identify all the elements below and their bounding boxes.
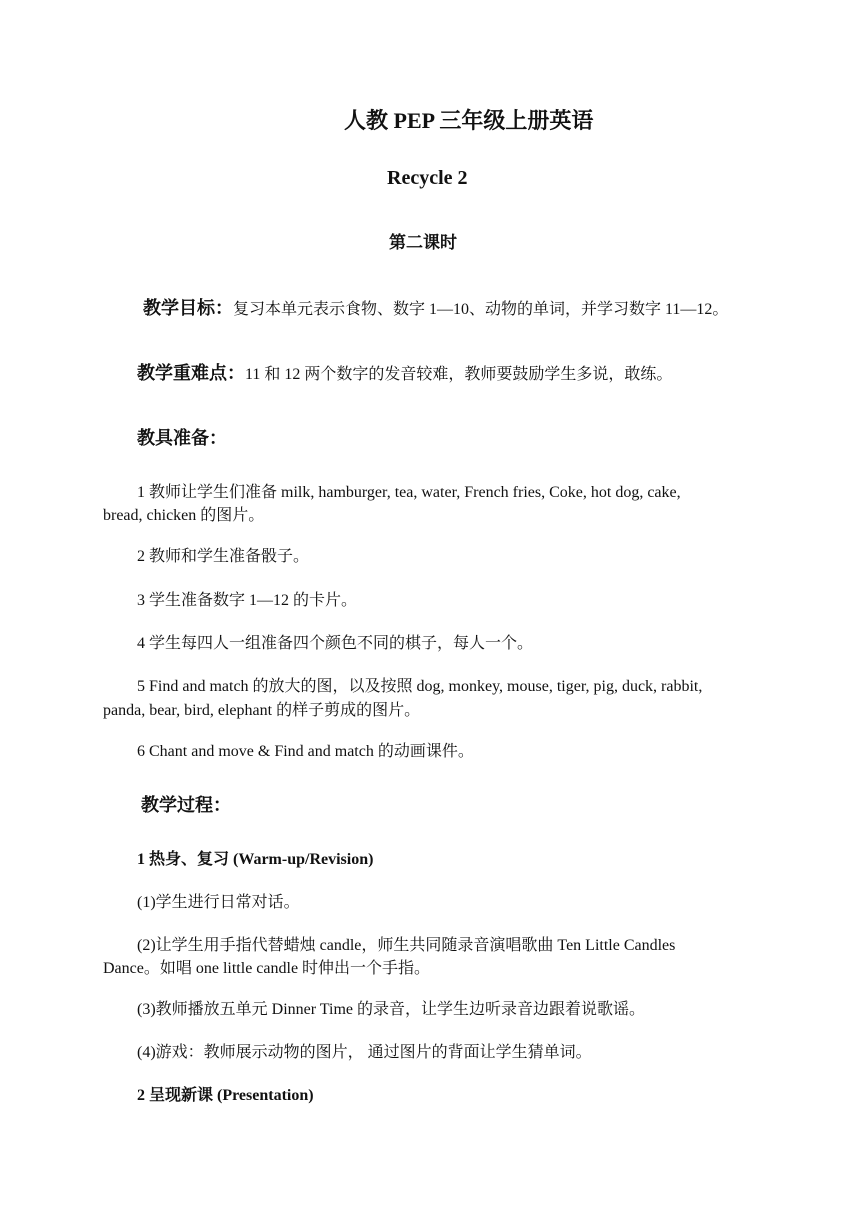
- process-heading: 教学过程：: [141, 795, 231, 815]
- process-step: (2)让学生用手指代替蜡烛 candle，师生共同随录音演唱歌曲 Ten Little Candles: [137, 937, 676, 954]
- lesson-title: 第二课时: [389, 233, 457, 252]
- difficulties-paragraph: [137, 362, 672, 386]
- preparation-item-continued: bread, chicken 的图片。: [103, 507, 265, 524]
- objectives-text: 复习本单元表示食物、数字 1—10、动物的单词，并学习数字 11—12。: [233, 301, 729, 318]
- preparation-item: 2 教师和学生准备骰子。: [137, 548, 310, 565]
- preparation-item: 4 学生每四人一组准备四个颜色不同的棋子，每人一个。: [137, 635, 534, 652]
- process-step: (1)学生进行日常对话。: [137, 894, 300, 911]
- process-step: (4)游戏：教师展示动物的图片， 通过图片的背面让学生猜单词。: [137, 1044, 592, 1061]
- preparation-item: 6 Chant and move & Find and match 的动画课件。: [137, 743, 474, 760]
- document-title: 人教 PEP 三年级上册英语: [344, 108, 594, 133]
- difficulties-text: 11 和 12 两个数字的发音较难，教师要鼓励学生多说，敢练。: [245, 366, 673, 383]
- process-step: (3)教师播放五单元 Dinner Time 的录音，让学生边听录音边跟着说歌谣。: [137, 1001, 646, 1018]
- objectives-paragraph: [143, 297, 728, 321]
- unit-title: Recycle 2: [387, 167, 468, 189]
- section-title-warmup: 1 热身、复习 (Warm-up/Revision): [137, 851, 374, 868]
- process-step-continued: Dance。如唱 one little candle 时伸出一个手指。: [103, 960, 431, 977]
- preparation-item-continued: panda, bear, bird, elephant 的样子剪成的图片。: [103, 702, 421, 719]
- section-title-presentation: 2 呈现新课 (Presentation): [137, 1087, 314, 1104]
- preparation-item: 5 Find and match 的放大的图，以及按照 dog, monkey, mouse, tiger, pig, duck, rabbit,: [137, 678, 703, 695]
- preparation-item: 1 教师让学生们准备 milk, hamburger, tea, water, French fries, Coke, hot dog, cake,: [137, 484, 681, 501]
- objectives-label: 教学目标：: [143, 298, 233, 318]
- difficulties-label: 教学重难点：: [137, 363, 245, 383]
- preparation-item: 3 学生准备数字 1—12 的卡片。: [137, 592, 358, 609]
- preparation-heading: 教具准备：: [137, 428, 227, 448]
